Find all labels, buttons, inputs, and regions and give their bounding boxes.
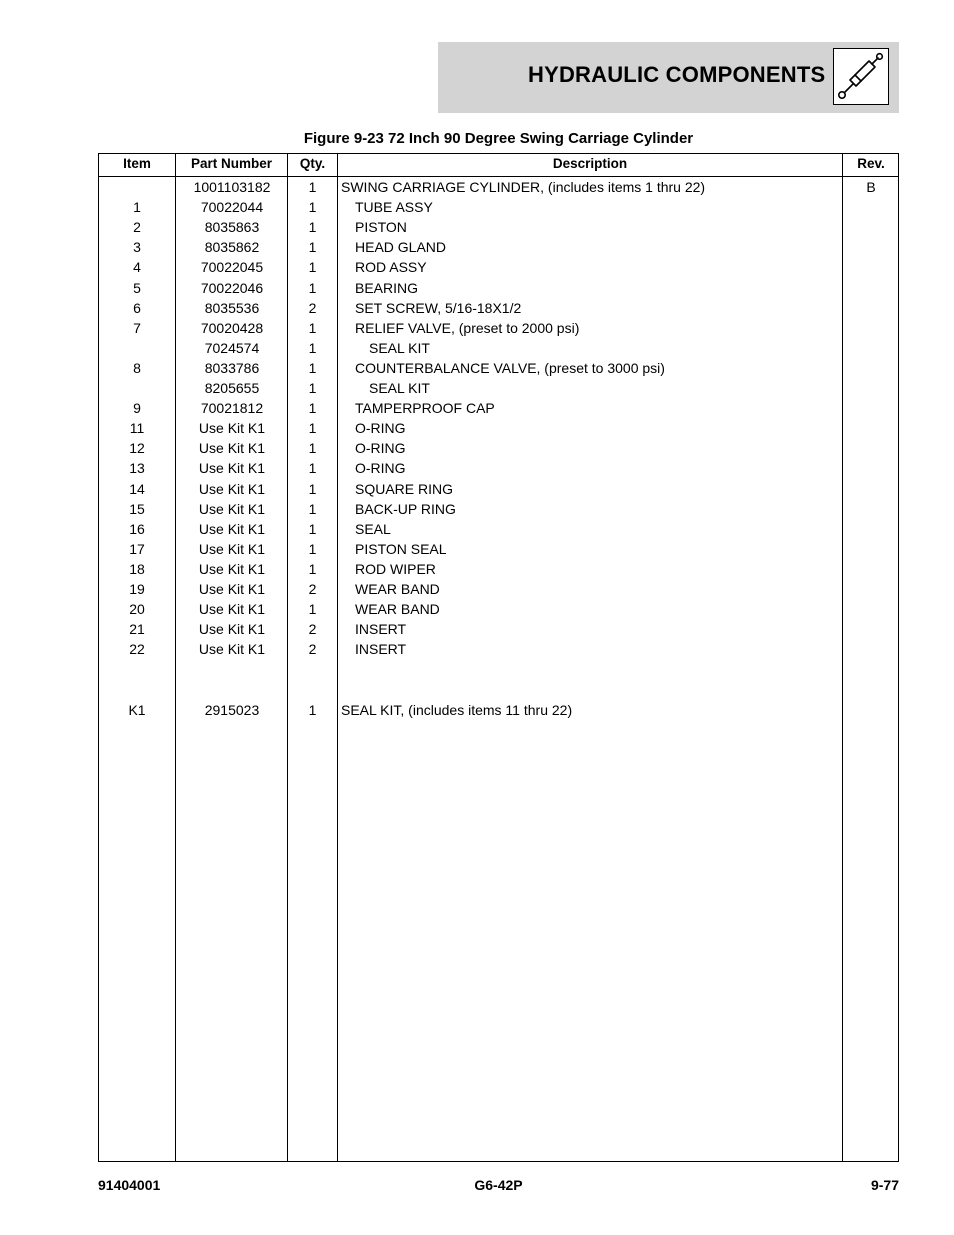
table-row xyxy=(99,358,898,378)
table-row xyxy=(99,217,898,237)
table-row xyxy=(99,559,898,579)
row-description: WEAR BAND xyxy=(355,581,440,597)
header-item: Item xyxy=(123,156,151,171)
row-qty: 2 xyxy=(308,581,317,597)
row-item: 15 xyxy=(129,500,145,517)
row-part-number: Use Kit K1 xyxy=(198,560,266,577)
row-part-number: Use Kit K1 xyxy=(198,500,266,517)
row-qty: 1 xyxy=(308,319,317,336)
row-description: SET SCREW, 5/16-18X1/2 xyxy=(355,299,522,316)
row-qty: 1 xyxy=(308,239,317,256)
table-row xyxy=(99,479,898,499)
row-item: 20 xyxy=(129,601,145,618)
row-description: SEAL KIT xyxy=(369,339,430,356)
hydraulic-cylinder-icon xyxy=(833,48,889,105)
row-qty: 2 xyxy=(308,621,317,638)
row-qty: 1 xyxy=(308,259,317,276)
row-qty: 1 xyxy=(308,199,317,216)
row-qty: 1 xyxy=(308,420,317,437)
table-row xyxy=(99,318,898,338)
table-row xyxy=(99,418,898,438)
row-description: TUBE ASSY xyxy=(355,199,433,216)
row-description: ROD WIPER xyxy=(355,560,436,577)
row-qty: 2 xyxy=(308,299,317,316)
footer-model: G6-42P xyxy=(474,1177,523,1193)
table-row xyxy=(99,499,898,519)
row-description: HEAD GLAND xyxy=(355,239,447,256)
row-part-number: Use Kit K1 xyxy=(198,420,266,437)
row-part-number: 70022045 xyxy=(200,259,264,276)
table-row xyxy=(99,639,898,659)
row-qty: 1 xyxy=(308,219,317,236)
row-description: SEAL KIT, (includes items 11 thru 22) xyxy=(341,701,573,718)
row-item: 11 xyxy=(129,420,145,437)
row-description: O-RING xyxy=(355,460,406,477)
row-description: SQUARE RING xyxy=(355,480,454,497)
section-title: HYDRAULIC COMPONENTS xyxy=(528,62,826,87)
table-row xyxy=(99,579,898,599)
header-qty: Qty. xyxy=(299,156,326,171)
row-item: 3 xyxy=(133,239,141,256)
table-row xyxy=(99,378,898,398)
table-row xyxy=(99,458,898,478)
row-description: INSERT xyxy=(355,641,407,658)
row-description: TAMPERPROOF CAP xyxy=(355,400,495,417)
row-qty: 1 xyxy=(308,440,317,457)
table-row xyxy=(99,619,898,639)
table-row xyxy=(99,257,898,277)
row-part-number: 8033786 xyxy=(204,359,260,376)
table-row xyxy=(99,338,898,358)
row-description: BACK-UP RING xyxy=(355,500,456,517)
row-description: WEAR BAND xyxy=(355,601,440,618)
row-qty: 1 xyxy=(308,400,317,417)
row-qty: 1 xyxy=(308,279,317,296)
row-part-number: 8205655 xyxy=(204,380,260,396)
table-row xyxy=(99,177,898,197)
table-row xyxy=(99,539,898,559)
row-item: 8 xyxy=(133,359,141,376)
row-item: 18 xyxy=(129,560,145,577)
row-part-number: 2915023 xyxy=(204,701,260,718)
row-description: RELIEF VALVE, (preset to 2000 psi) xyxy=(355,319,580,336)
figure-title: Figure 9-23 72 Inch 90 Degree Swing Carriage Cylinder xyxy=(303,130,694,147)
row-item: 1 xyxy=(133,199,141,216)
row-description: SEAL xyxy=(355,520,391,537)
row-qty: 1 xyxy=(308,380,317,396)
section-header xyxy=(438,42,899,113)
footer-document-number: 91404001 xyxy=(98,1177,161,1193)
row-qty: 1 xyxy=(308,560,317,577)
row-part-number: 8035863 xyxy=(204,219,260,236)
row-description: COUNTERBALANCE VALVE, (preset to 3000 psi) xyxy=(355,359,665,376)
row-item: 21 xyxy=(129,621,145,638)
table-row xyxy=(99,278,898,298)
row-description: PISTON SEAL xyxy=(355,540,447,557)
row-qty: 1 xyxy=(308,460,317,477)
row-description: INSERT xyxy=(355,621,407,638)
row-description: BEARING xyxy=(355,279,419,296)
header-description: Description xyxy=(552,156,628,171)
row-item: 6 xyxy=(133,299,141,316)
row-item: 9 xyxy=(133,400,141,417)
row-part-number: Use Kit K1 xyxy=(198,480,266,497)
row-item: 17 xyxy=(129,540,145,557)
row-qty: 1 xyxy=(308,339,317,356)
row-qty: 2 xyxy=(308,641,317,658)
table-row xyxy=(99,659,898,679)
row-qty: 1 xyxy=(308,540,317,557)
row-part-number: 8035536 xyxy=(204,299,260,316)
row-item: 19 xyxy=(129,581,145,597)
row-item: K1 xyxy=(128,701,146,718)
table-row xyxy=(99,398,898,418)
row-item: 14 xyxy=(129,480,145,497)
row-item: 7 xyxy=(133,319,141,336)
row-description: SEAL KIT xyxy=(369,380,430,396)
parts-table xyxy=(98,153,899,1162)
row-part-number: Use Kit K1 xyxy=(198,581,266,597)
row-part-number: Use Kit K1 xyxy=(198,540,266,557)
row-part-number: Use Kit K1 xyxy=(198,641,266,658)
row-part-number: 7024574 xyxy=(204,339,260,356)
row-part-number: 70022046 xyxy=(200,279,264,296)
row-item: 5 xyxy=(133,279,141,296)
row-qty: 1 xyxy=(308,701,317,718)
row-item: 4 xyxy=(133,259,141,276)
row-description: O-RING xyxy=(355,440,406,457)
table-row xyxy=(99,700,898,720)
table-row xyxy=(99,519,898,539)
footer-page-number: 9-77 xyxy=(870,1177,899,1193)
row-part-number: Use Kit K1 xyxy=(198,621,266,638)
row-part-number: 1001103182 xyxy=(193,179,271,195)
row-part-number: Use Kit K1 xyxy=(198,520,266,537)
row-part-number: Use Kit K1 xyxy=(198,460,266,477)
row-description: SWING CARRIAGE CYLINDER, (includes items 1 thru 22) xyxy=(341,179,706,195)
row-item: 2 xyxy=(133,219,141,236)
row-qty: 1 xyxy=(308,500,317,517)
row-rev: B xyxy=(866,179,876,195)
row-description: O-RING xyxy=(355,420,406,437)
row-qty: 1 xyxy=(308,359,317,376)
row-qty: 1 xyxy=(308,601,317,618)
header-part-number: Part Number xyxy=(190,156,273,171)
row-item: 13 xyxy=(129,460,145,477)
row-part-number: 8035862 xyxy=(204,239,260,256)
table-row xyxy=(99,197,898,217)
row-part-number: Use Kit K1 xyxy=(198,601,266,618)
row-item: 12 xyxy=(129,440,145,457)
row-description: PISTON xyxy=(355,219,407,236)
table-row xyxy=(99,680,898,700)
row-item: 16 xyxy=(129,520,145,537)
header-rev: Rev. xyxy=(857,156,885,171)
row-item: 22 xyxy=(129,641,145,658)
table-row xyxy=(99,298,898,318)
row-part-number: 70020428 xyxy=(200,319,264,336)
row-description: ROD ASSY xyxy=(355,259,427,276)
row-qty: 1 xyxy=(308,179,317,195)
row-qty: 1 xyxy=(308,480,317,497)
row-part-number: 70021812 xyxy=(200,400,264,417)
table-row xyxy=(99,438,898,458)
row-part-number: Use Kit K1 xyxy=(198,440,266,457)
row-part-number: 70022044 xyxy=(200,199,264,216)
table-row xyxy=(99,237,898,257)
row-qty: 1 xyxy=(308,520,317,537)
table-row xyxy=(99,599,898,619)
